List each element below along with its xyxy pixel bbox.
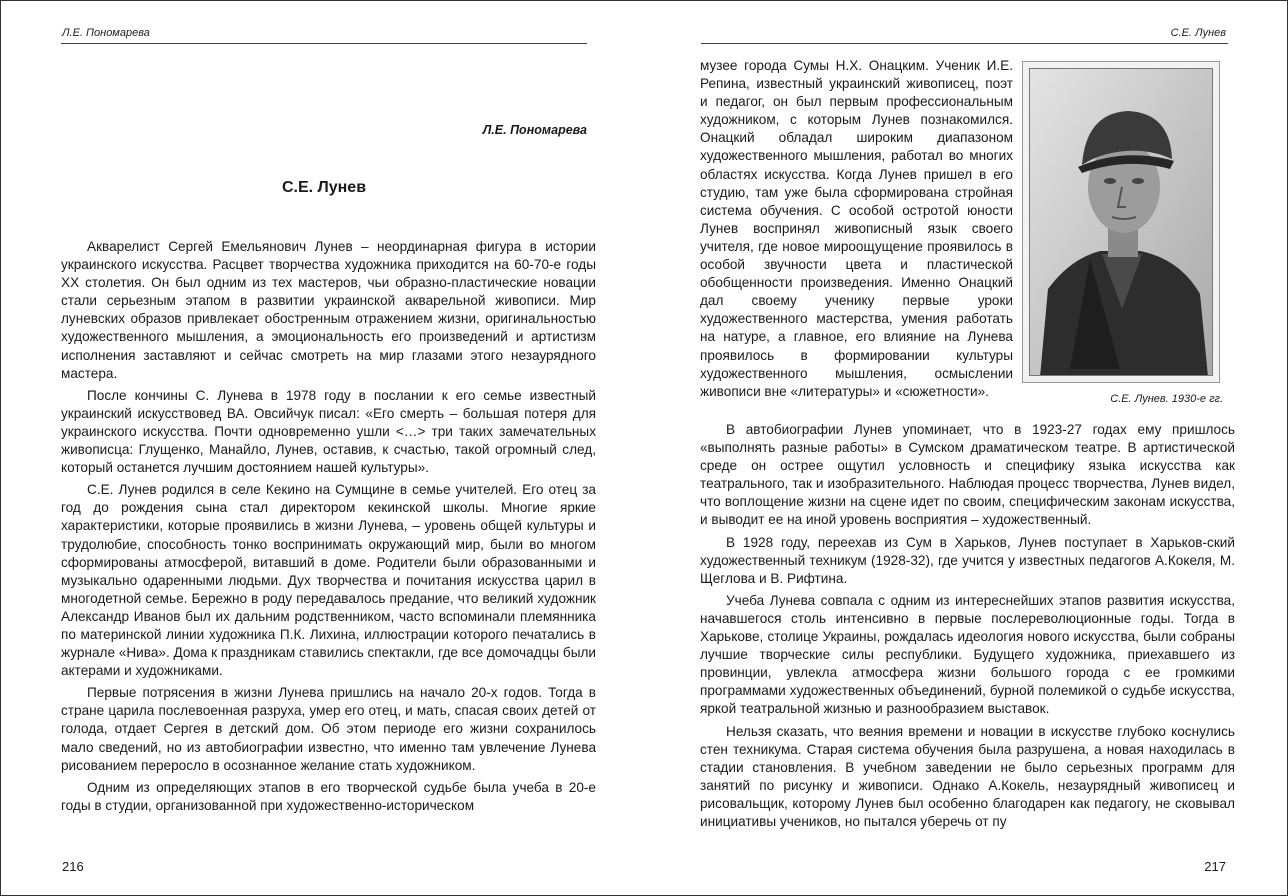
left-page [1, 1, 644, 895]
article-title: С.Е. Лунев [281, 179, 367, 196]
paragraph: Нельзя сказать, что веяния времени и новации в искусстве глубоко коснулись стен техникума. Старая система обучения была разрушена, а новая находилась в стадии становления. В учебном заведении не было серьезных программ для занятий по рисунку и живописи. Однако А.Кокель, незаурядный живописец и рисовальщик, которому Лунев был особенно благодарен как педагогу, не сковывал инициативы учеников, но пытался уберечь от пу [700, 723, 1235, 829]
paragraph: Первые потрясения в жизни Лунева пришлись на начало 20-х годов. Тогда в стране царила послевоенная разруха, умер его отец, и мать, спасая своих детей от голода, отдает Сергея в детский дом. Об этом периоде его жизни сохранилось мало сведений, но из автобиографии известно, что именно там увлечение Лунева рисованием переросло в осознанное желание стать художником. [61, 685, 596, 773]
page-number-left: 216 [62, 859, 84, 874]
paragraph: музее города Сумы Н.Х. Онацким. Ученик И.Е. Репина, известный украинский живописец, поэт и педагог, он был первым профессиональным художником, с которым Лунев познакомился. Онацкий обладал широким диапазоном художественного мышления, работал во многих областях искусства. Когда Лунев пришел в его студию, там уже была сформирована стройная система обучения. С особой остротой юности Лунев воспринял живописный язык своего учителя, где новое мироощущение проявилось в особой звучности цвета и пластической обобщенности произведения. Именно Онацкий дал своему ученику первые уроки художественного мастерства, умения работать на натуре, а главное, его влияние на Лунева проявилось в формировании культуры художественного мышления, осмыслении живописи вне «литературы» и «сюжетности». [700, 58, 1013, 399]
paragraph: Акварелист Сергей Емельянович Лунев – неординарная фигура в истории украинского искусства. Расцвет творчества художника приходится на 60-70-е годы ХХ столетия. Он был одним из тех мастеров, чьи образно-пластические новации стали серьезным этапом в развитии украинской акварельной живописи. Мир луневских образов привлекает обостренным отражением жизни, оригинальностью художественного мышления, а эмоциональность его произведений и артистизм исполнения заставляют и сейчас смотреть на мир глазами этого незаурядного мастера. [61, 239, 596, 381]
paragraph: Учеба Лунева совпала с одним из интереснейших этапов развития искусства, начавшегося столь интенсивно в первые послереволюционные годы. Тогда в Харькове, столице Украины, рождалась идеология нового искусства, были собраны лучшие творческие силы республики. Будущего художника, приехавшего из провинции, увлекла атмосфера жизни большого города с ее громкими программами художественных объединений, бурной полемикой о судьбе искусства, яркой театральной жизнью и разнообразием выставок. [700, 592, 1235, 717]
left-body-text [61, 238, 596, 819]
right-top-text [700, 57, 1013, 405]
header-rule-right [701, 43, 1228, 44]
portrait-photo-frame [1022, 61, 1220, 383]
paragraph: После кончины С. Лунева в 1978 году в послании к его семье известный украинский искусствовед ВА. Овсийчук писал: «Его смерть – большая потеря для украинского искусства. Почти одновременно ушли <…> три таких замечательных живописца: Глущенко, Манайло, Лунев, оставив, к счастью, такой огромный след, который останется лучшим достоянием нашей культуры». [61, 387, 596, 476]
photo-caption: С.Е. Лунев. 1930-е гг. [1110, 393, 1223, 405]
right-page [644, 1, 1287, 895]
portrait-photo-icon [1029, 68, 1213, 376]
paragraph: В автобиографии Лунев упоминает, что в 1923-27 годах ему пришлось «выполнять разные работы» в Сумском драматическом театре. В артистической среде он острее ощутил условность и специфику языка искусства как театрального, так и изобразительного. Наблюдая процесс творчества, Лунев видел, что воплощение жизни на сцене идет по своим, специфическим законам искусства, и выводит ее на иной уровень восприятия – художественный. [700, 422, 1235, 528]
paragraph: Одним из определяющих этапов в его творческой судьбе была учеба в 20-е годы в студии, организованной при художественно-историческом [61, 779, 596, 813]
running-head-left: Л.Е. Пономарева [62, 27, 150, 39]
right-body-text [700, 421, 1235, 835]
article-author: Л.Е. Пономарева [482, 123, 587, 137]
paragraph: С.Е. Лунев родился в селе Кекино на Сумщине в семье учителей. Его отец за год до рождения сына стал директором кекинской школы. Многие яркие характеристики, которые проявились в жизни Лунева, – уровень общей культуры и трудолюбие, способность тонко воспринимать окружающий мир, были во многом сформированы атмосферой, витавший в доме. Родители были образованными и музыкально одаренными людьми. Дух творчества и почитания искусства царил в многодетной семье. Бережно в роду передавалось предание, что великий художник Александр Иванов был их дальним родственником, часто вспоминали племянника по материнской линии художника П.К. Лихина, иллюстрации которого печатались в журнале «Нива». Дома к праздникам ставились спектакли, где все домочадцы были актерами и художниками. [61, 482, 597, 679]
page-number-right: 217 [1204, 859, 1226, 874]
running-head-right: С.Е. Лунев [1170, 27, 1226, 39]
paragraph: В 1928 году, переехав из Сум в Харьков, Лунев поступает в Харьков-ский художественный техникум (1928-32), где учится у известных педагогов А.Кокеля, М. Щеглова и В. Рифтина. [700, 534, 1235, 586]
header-rule-left [61, 43, 587, 44]
